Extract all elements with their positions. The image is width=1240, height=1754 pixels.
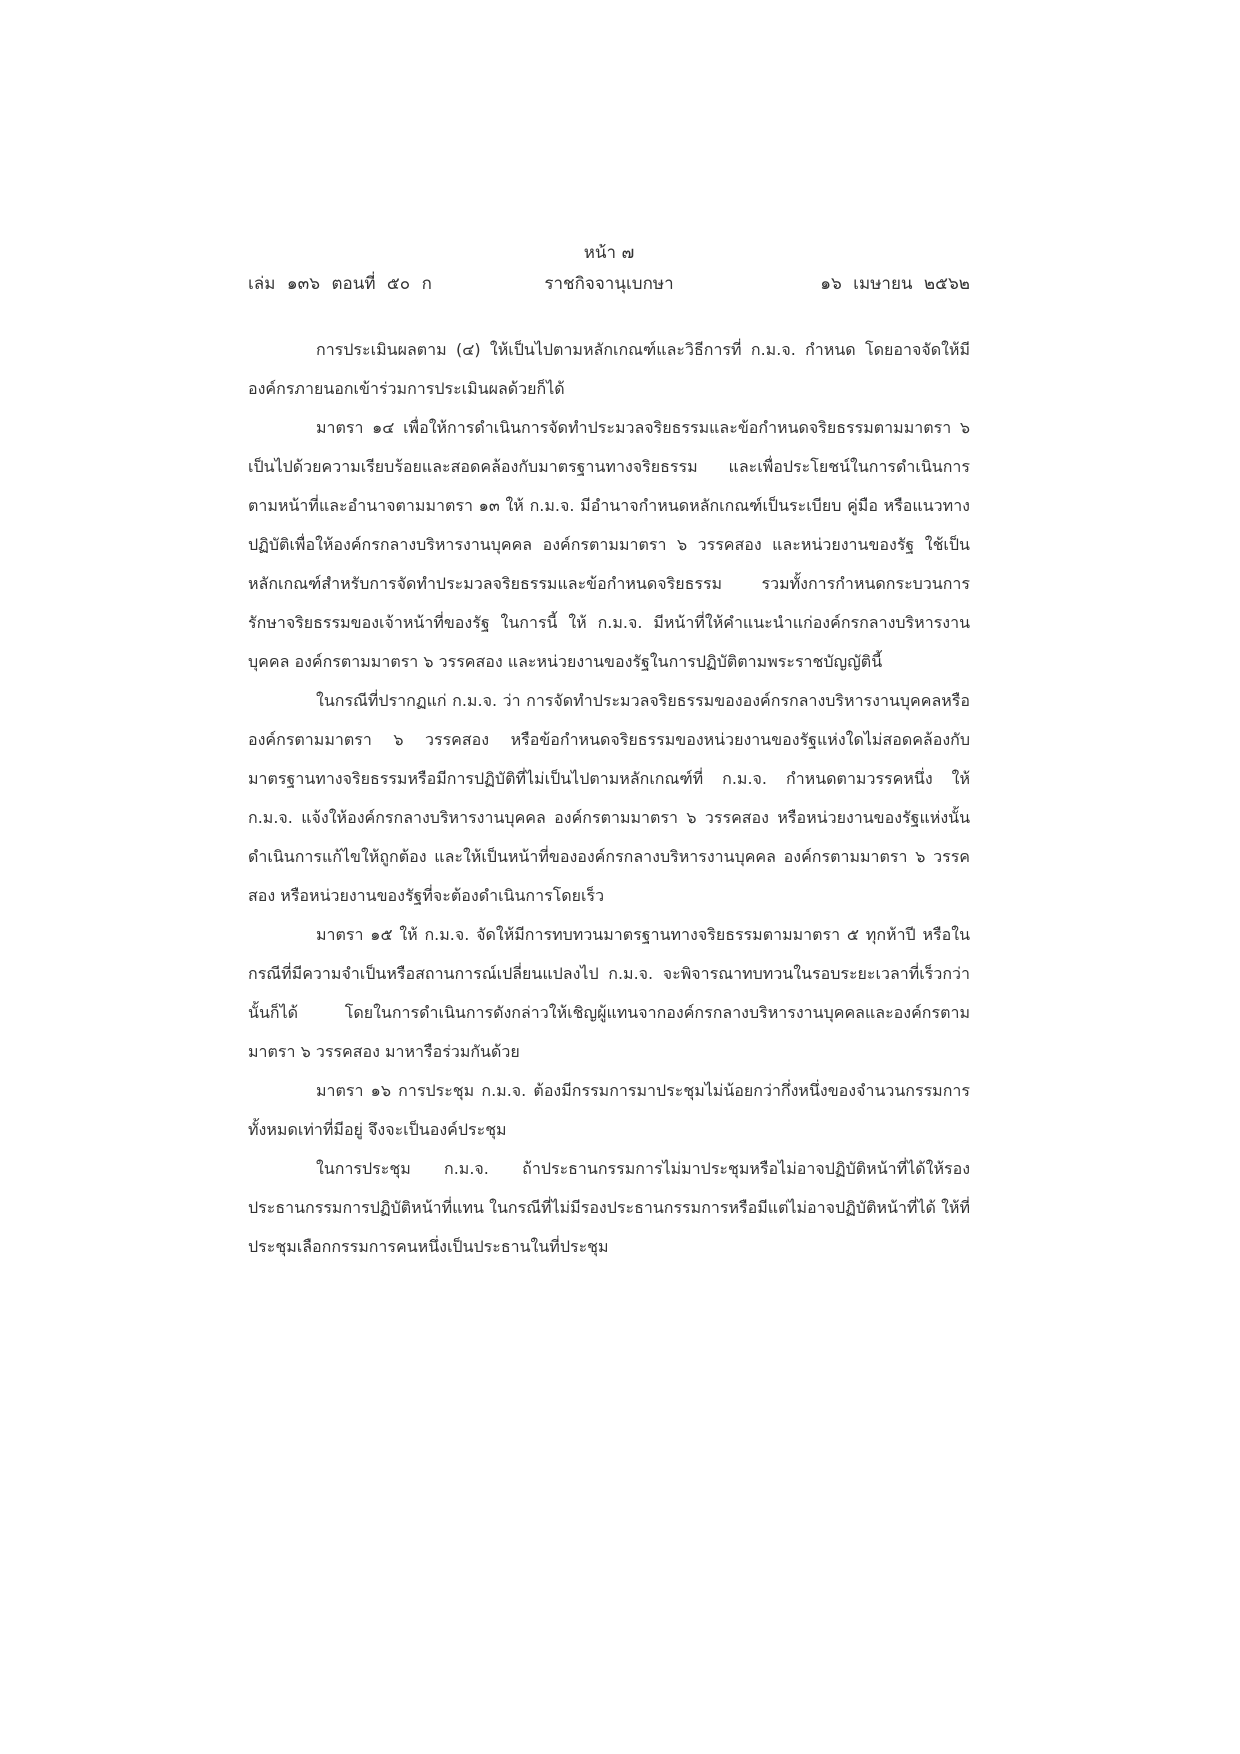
paragraph: การประเมินผลตาม (๔) ให้เป็นไปตามหลักเกณฑ์และวิธีการที่ ก.ม.จ. กำหนด โดยอาจจัดให้มีองค์กรภายนอกเข้าร่วมการประเมินผลด้วยก็ได้	[248, 340, 970, 398]
page-header	[248, 242, 970, 302]
paragraph: ในการประชุม ก.ม.จ. ถ้าประธานกรรมการไม่มาประชุมหรือไม่อาจปฏิบัติหน้าที่ได้ให้รองประธานกรรมการปฏิบัติหน้าที่แทน ในกรณีที่ไม่มีรองประธานกรรมการหรือมีแต่ไม่อาจปฏิบัติหน้าที่ได้ ให้ที่ประชุมเลือกกรรมการคนหนึ่งเป็นประธานในที่ประชุม	[248, 1159, 970, 1256]
document-body	[248, 330, 970, 1266]
publication-date: ๑๖ เมษายน ๒๕๖๒	[820, 274, 970, 294]
paragraph: มาตรา ๑๖ การประชุม ก.ม.จ. ต้องมีกรรมการมาประชุมไม่น้อยกว่ากึ่งหนึ่งของจำนวนกรรมการทั้งหมดเท่าที่มีอยู่ จึงจะเป็นองค์ประชุม	[248, 1081, 970, 1139]
paragraph: มาตรา ๑๕ ให้ ก.ม.จ. จัดให้มีการทบทวนมาตรฐานทางจริยธรรมตามมาตรา ๕ ทุกห้าปี หรือในกรณีที่มีความจำเป็นหรือสถานการณ์เปลี่ยนแปลงไป ก.ม.จ. จะพิจารณาทบทวนในรอบระยะเวลาที่เร็วกว่านั้นก็ได้ โดยในการดำเนินการดังกล่าวให้เชิญผู้แทนจากองค์กรกลางบริหารงานบุคคลและองค์กรตามมาตรา ๖ วรรคสอง มาหารือร่วมกันด้วย	[248, 925, 970, 1061]
page-number: หน้า ๗	[583, 243, 635, 263]
header-row	[248, 272, 970, 296]
volume-issue: เล่ม ๑๓๖ ตอนที่ ๕๐ ก	[248, 274, 432, 294]
gazette-title: ราชกิจจานุเบกษา	[544, 274, 674, 294]
paragraph: ในกรณีที่ปรากฏแก่ ก.ม.จ. ว่า การจัดทำประมวลจริยธรรมขององค์กรกลางบริหารงานบุคคลหรือองค์กรตามมาตรา ๖ วรรคสอง หรือข้อกำหนดจริยธรรมของหน่วยงานของรัฐแห่งใดไม่สอดคล้องกับมาตรฐานทางจริยธรรมหรือมีการปฏิบัติที่ไม่เป็นไปตามหลักเกณฑ์ที่ ก.ม.จ. กำหนดตามวรรคหนึ่ง ให้ ก.ม.จ. แจ้งให้องค์กรกลางบริหารงานบุคคล องค์กรตามมาตรา ๖ วรรคสอง หรือหน่วยงานของรัฐแห่งนั้นดำเนินการแก้ไขให้ถูกต้อง และให้เป็นหน้าที่ขององค์กรกลางบริหารงานบุคคล องค์กรตามมาตรา ๖ วรรคสอง หรือหน่วยงานของรัฐที่จะต้องดำเนินการโดยเร็ว	[248, 691, 971, 905]
paragraph: มาตรา ๑๔ เพื่อให้การดำเนินการจัดทำประมวลจริยธรรมและข้อกำหนดจริยธรรมตามมาตรา ๖ เป็นไปด้วยความเรียบร้อยและสอดคล้องกับมาตรฐานทางจริยธรรม และเพื่อประโยชน์ในการดำเนินการตามหน้าที่และอำนาจตามมาตรา ๑๓ ให้ ก.ม.จ. มีอำนาจกำหนดหลักเกณฑ์เป็นระเบียบ คู่มือ หรือแนวทางปฏิบัติเพื่อให้องค์กรกลางบริหารงานบุคคล องค์กรตามมาตรา ๖ วรรคสอง และหน่วยงานของรัฐ ใช้เป็นหลักเกณฑ์สำหรับการจัดทำประมวลจริยธรรมและข้อกำหนดจริยธรรม รวมทั้งการกำหนดกระบวนการรักษาจริยธรรมของเจ้าหน้าที่ของรัฐ ในการนี้ ให้ ก.ม.จ. มีหน้าที่ให้คำแนะนำแก่องค์กรกลางบริหารงานบุคคล องค์กรตามมาตรา ๖ วรรคสอง และหน่วยงานของรัฐในการปฏิบัติตามพระราชบัญญัตินี้	[248, 418, 970, 671]
